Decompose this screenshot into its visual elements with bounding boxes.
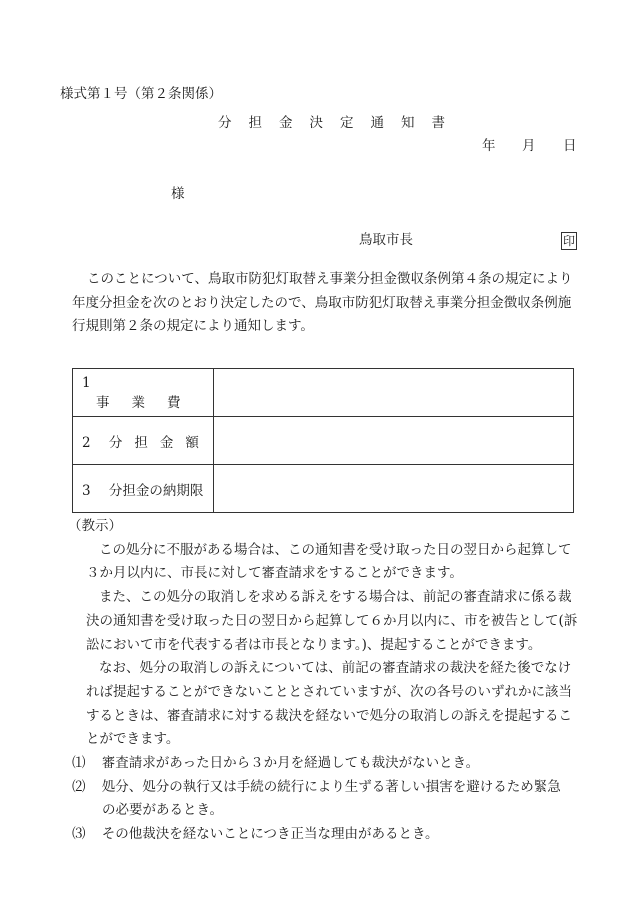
seal-mark: 印 [562, 234, 575, 248]
item-marker: ⑴ [72, 755, 86, 772]
row-value-project-cost[interactable] [214, 369, 574, 417]
body-line-2: 年度分担金を次のとおり決定したので、鳥取市防犯灯取替え事業分担金徴収条例施 [72, 294, 572, 311]
list-item [72, 823, 582, 847]
appeal-notice [68, 515, 582, 847]
notice-para1-line2: ３か月以内に、市長に対して審査請求をすることができます。 [86, 565, 463, 582]
table-row [73, 369, 574, 417]
document-title: 分担金決定通知書 [218, 115, 462, 131]
item-text: その他裁決を経ないことにつき正当な理由があるとき。 [101, 826, 439, 843]
row-label-charge-amount [73, 417, 214, 465]
date-month: 月 [522, 138, 536, 154]
issuer-name: 鳥取市長 [359, 232, 413, 248]
notice-para3-line1: なお、処分の取消しの訴えについては、前記の審査請求の裁決を経た後でなけ [99, 660, 572, 677]
row-label: 分担金額 [108, 434, 211, 451]
table-row [73, 417, 574, 465]
notice-para2-line2: 決の通知書を受け取った日の翌日から起算して６か月以内に、市を被告として(訴 [86, 612, 578, 629]
item-marker: ⑵ [72, 778, 86, 795]
addressee-suffix: 様 [171, 186, 185, 202]
row-number: 1 [82, 374, 91, 391]
row-label: 分担金の納期限 [108, 482, 204, 499]
list-item [72, 776, 582, 800]
body-line-3: 行規則第２条の規定により通知します。 [72, 318, 314, 335]
notice-para1-line1: この処分に不服がある場合は、この通知書を受け取った日の翌日から起算して [99, 541, 572, 558]
body-paragraph [72, 268, 580, 339]
row-number: 3 [82, 482, 91, 499]
charge-table [72, 368, 574, 513]
form-number: 様式第１号（第２条関係） [60, 86, 222, 102]
row-value-due-date[interactable] [214, 465, 574, 513]
list-item [72, 752, 582, 776]
notice-para3-line2: れば提起することができないこととされていますが、次の各号のいずれかに該当 [86, 683, 572, 700]
item-marker: ⑶ [72, 826, 86, 843]
row-label-due-date [73, 465, 214, 513]
notice-para2-line1: また、この処分の取消しを求める訴えをする場合は、前記の審査請求に係る裁 [99, 589, 572, 606]
item-text: 審査請求があった日から３か月を経過しても裁決がないとき。 [101, 755, 480, 772]
list-item-continued: の必要があるとき。 [102, 802, 223, 819]
row-number: 2 [82, 434, 91, 451]
notice-heading: （教示） [68, 518, 122, 534]
item-text: 処分、処分の執行又は手続の続行により生ずる著しい損害を避けるため緊急 [101, 778, 561, 795]
table-row [73, 465, 574, 513]
date-year: 年 [482, 138, 496, 154]
row-value-charge-amount[interactable] [214, 417, 574, 465]
notice-para3-line3: するときは、審査請求に対する裁決を経ないで処分の取消しの訴えを提起するこ [86, 707, 572, 724]
body-line-1: このことについて、鳥取市防犯灯取替え事業分担金徴収条例第４条の規定により [87, 271, 573, 287]
row-label: 事業費 [96, 394, 203, 411]
date-day: 日 [563, 138, 577, 154]
row-label-project-cost [73, 369, 214, 417]
notice-para2-line3: 訟において市を代表する者は市長となります。)、提起することができます。 [86, 636, 542, 653]
notice-para3-line4: とができます。 [86, 731, 180, 748]
